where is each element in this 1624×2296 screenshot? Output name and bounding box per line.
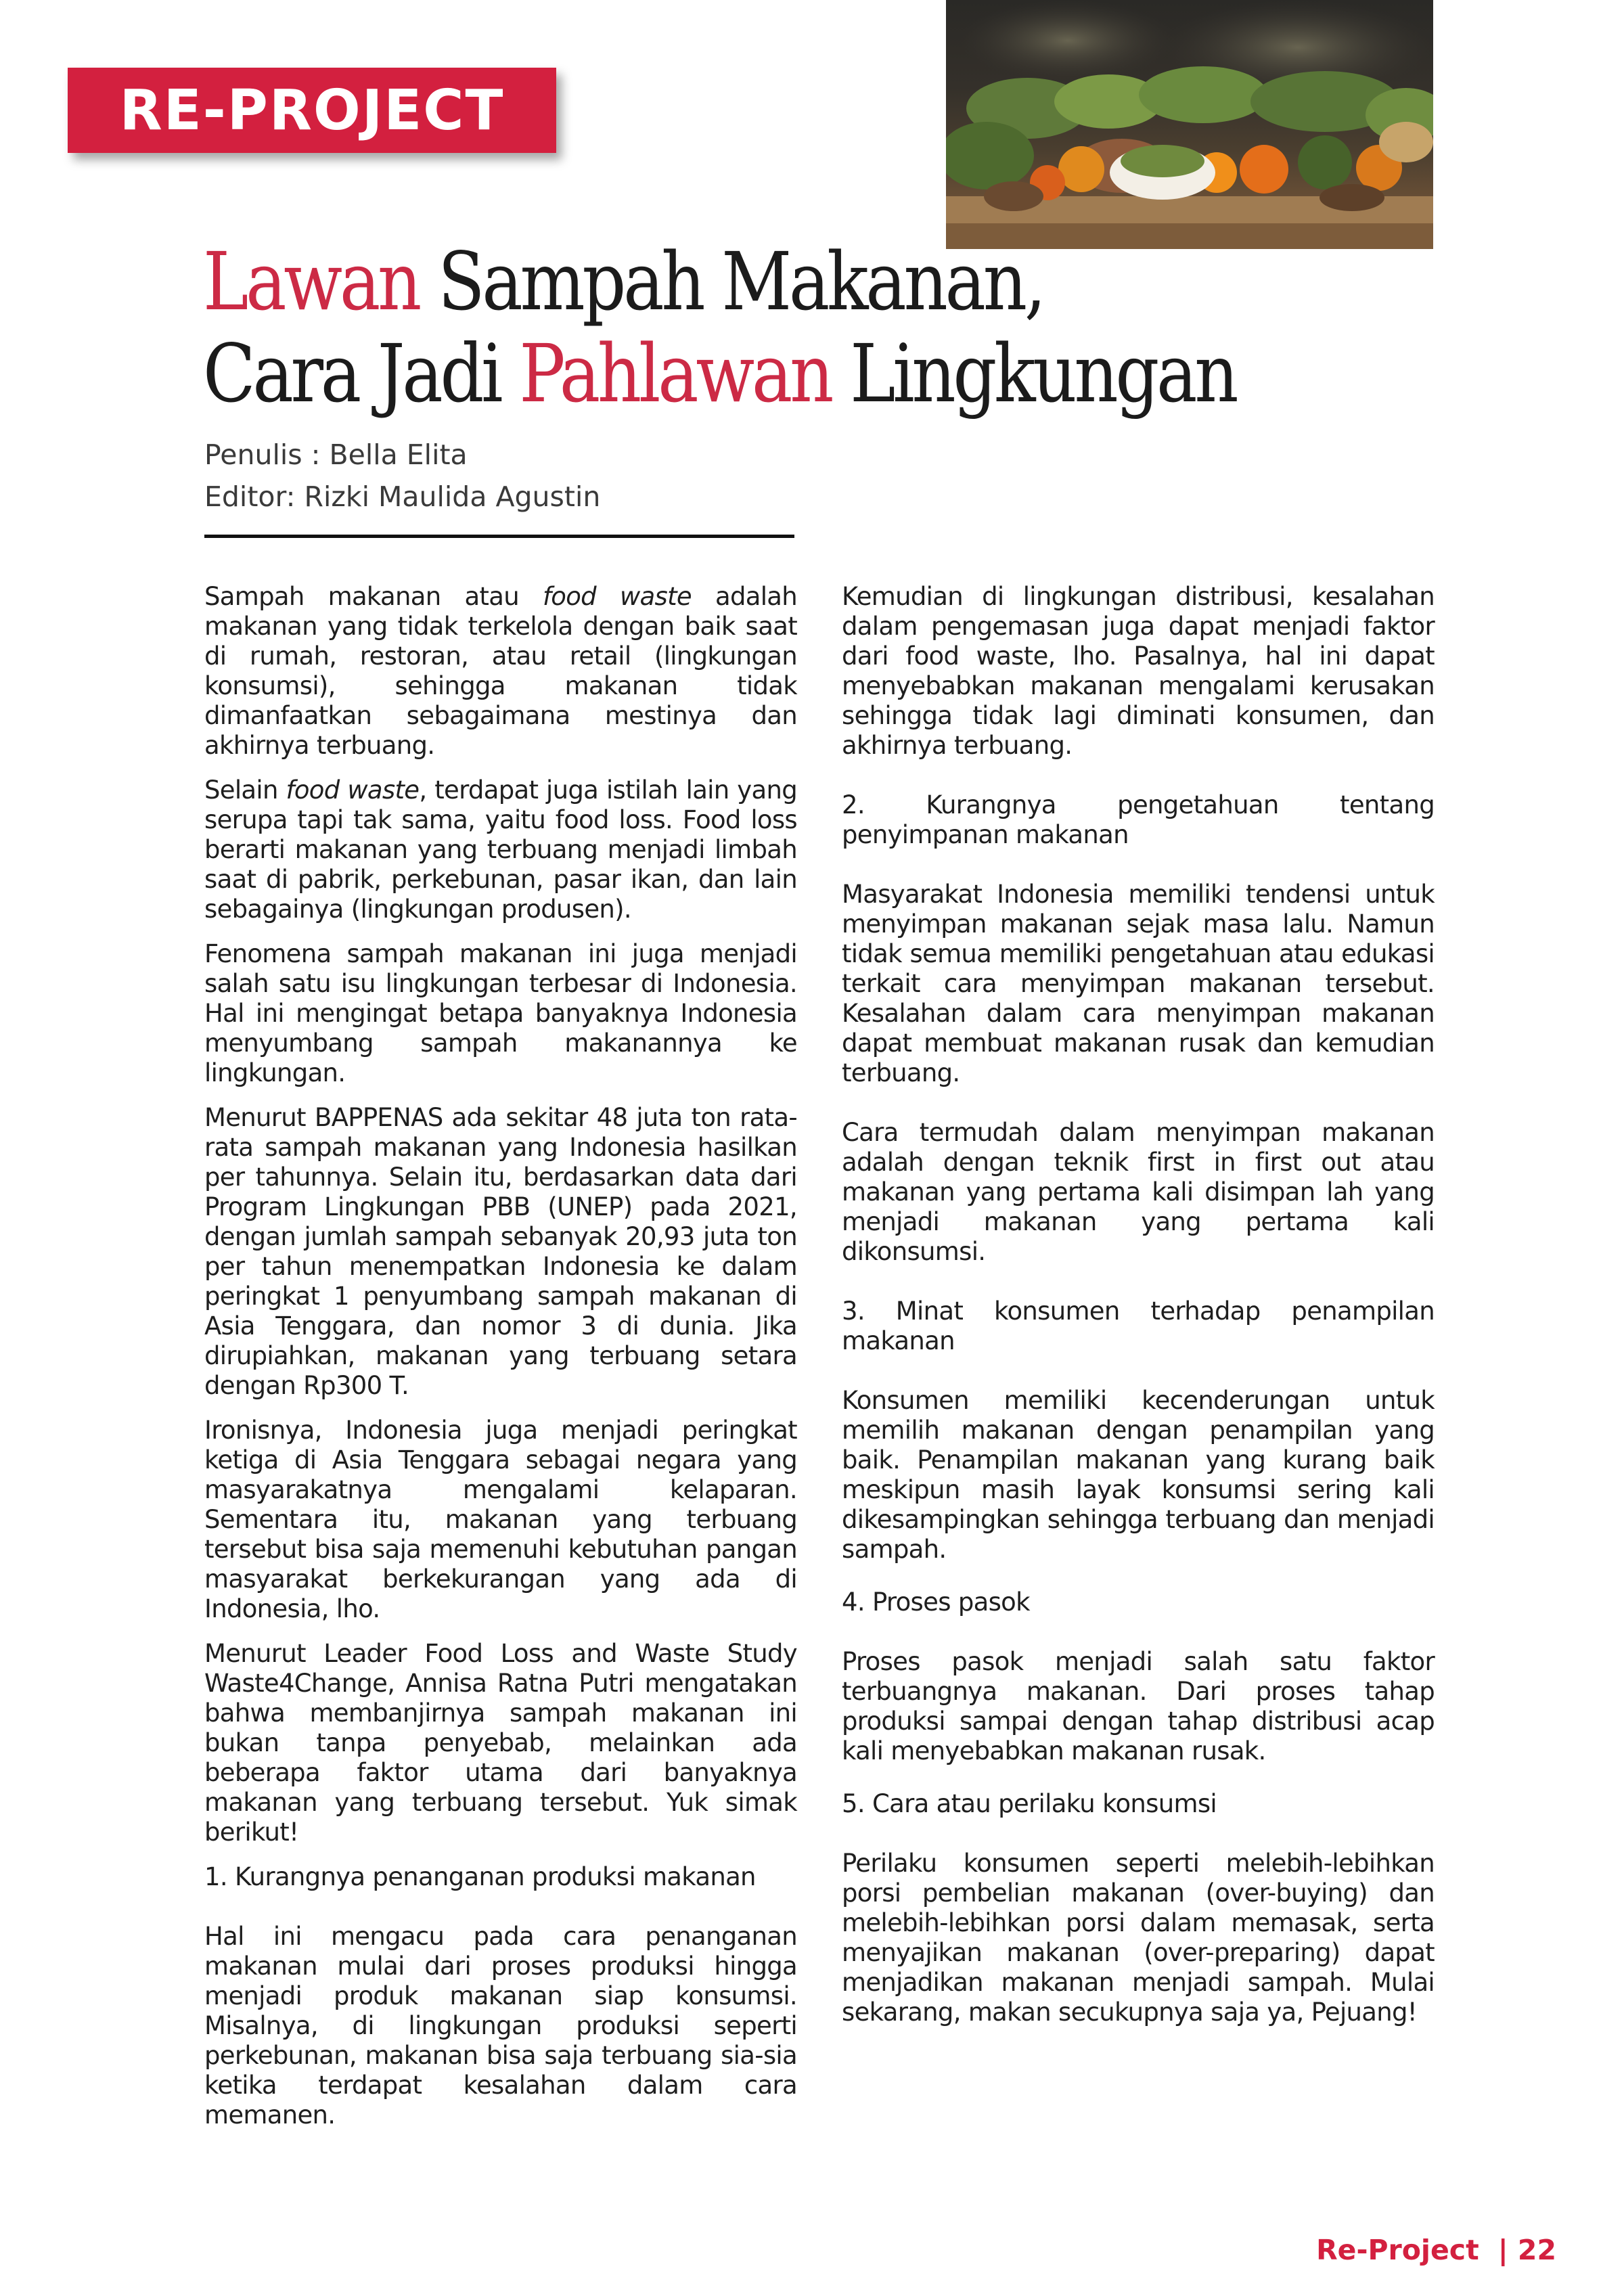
section-heading-1: 1. Kurangnya penanganan produksi makanan bbox=[204, 1862, 756, 1891]
page-number: | 22 bbox=[1497, 2234, 1556, 2266]
title-text-1: Sampah Makanan, bbox=[419, 235, 1043, 328]
italic-term: food waste bbox=[542, 582, 692, 611]
paragraph: Masyarakat Indonesia memiliki tendensi untuk menyimpan makanan sejak masa lalu. Namun tidak semua memiliki pengetahuan atau edukasi terkait cara menyimpan makanan tersebut. Kesalahan dalam cara menyimpan makanan dapat membuat makanan rusak dan kemudian terbuang. bbox=[842, 880, 1435, 1087]
paragraph: Hal ini mengacu pada cara penanganan makanan mulai dari proses produksi hingga menjadi produk makanan siap konsumsi. Misalnya, di lingkungan produksi seperti perkebunan, makanan bisa saja terbuang sia-sia ketika terdapat kesalahan dalam cara memanen. bbox=[204, 1922, 797, 2130]
text-run: adalah makanan yang tidak terkelola dengan baik saat di rumah, restoran, atau retail (lingkungan konsumsi), sehingga makanan tidak dimanfaatkan sebagaimana mestinya dan akhirnya terbuang. bbox=[204, 582, 798, 760]
food-photo bbox=[946, 0, 1433, 249]
text-run: Selain bbox=[204, 775, 286, 805]
paragraph: Perilaku konsumen seperti melebih-lebihkan porsi pembelian makanan (over-buying) dan melebih-lebihkan porsi dalam memasak, serta menyajikan makanan (over-preparing) dapat menjadikan makanan menjadi sampah. Mulai sekarang, makan secukupnya saja ya, Pejuang! bbox=[842, 1849, 1435, 2027]
section-badge-label: RE-PROJECT bbox=[119, 78, 505, 143]
paragraph: Menurut BAPPENAS ada sekitar 48 juta ton rata-rata sampah makanan yang Indonesia hasilkan per tahunnya. Selain itu, berdasarkan data dari Program Lingkungan PBB (UNEP) pada 2021, dengan jumlah sampah sebanyak 20,93 juta ton per tahun menempatkan Indonesia ke dalam peringkat 1 penyumbang sampah makanan di Asia Tenggara, dan nomor 3 di dunia. Jika dirupiahkan, makanan yang terbuang setara dengan Rp300 T. bbox=[204, 1103, 797, 1400]
title-text-2a: Cara Jadi bbox=[203, 327, 520, 420]
title-line-1 bbox=[203, 235, 1043, 328]
paragraph: Cara termudah dalam menyimpan makanan adalah dengan teknik first in first out atau makanan yang pertama kali disimpan lah yang menjadi makanan yang pertama kali dikonsumsi. bbox=[842, 1118, 1435, 1266]
section-badge bbox=[68, 68, 556, 153]
paragraph: Menurut Leader Food Loss and Waste Study Waste4Change, Annisa Ratna Putri mengatakan bahwa membanjirnya sampah makanan ini bukan tanpa penyebab, melainkan ada beberapa faktor utama dari banyaknya makanan yang terbuang tersebut. Yuk simak berikut! bbox=[204, 1639, 797, 1847]
paragraph: Proses pasok menjadi salah satu faktor terbuangnya makanan. Dari proses tahap produksi sampai dengan tahap distribusi acap kali menyebabkan makanan rusak. bbox=[842, 1647, 1435, 1765]
paragraph bbox=[204, 775, 797, 924]
title-text-2b: Lingkungan bbox=[831, 327, 1236, 420]
paragraph: Ironisnya, Indonesia juga menjadi peringkat ketiga di Asia Tenggara sebagai negara yang masyarakatnya mengalami kelaparan. Sementara itu, makanan yang terbuang tersebut bisa saja memenuhi kebutuhan pangan masyarakat berkekurangan yang ada di Indonesia, lho. bbox=[204, 1416, 797, 1623]
writer-credit: Penulis : Bella Elita bbox=[204, 438, 468, 471]
title-highlight-pahlawan: Pahlawan bbox=[519, 327, 832, 420]
text-run: Sampah makanan atau bbox=[204, 582, 543, 611]
article-title bbox=[203, 235, 1236, 420]
section-heading-4: 4. Proses pasok bbox=[842, 1588, 1030, 1617]
title-highlight-lawan: Lawan bbox=[203, 235, 420, 328]
text-run: , terdapat juga istilah lain yang serupa tapi tak sama, yaitu food loss. Food loss berarti makanan yang terbuang menjadi limbah saat di pabrik, perkebunan, pasar ikan, dan lain sebagainya (lingkungan produsen). bbox=[204, 775, 798, 924]
section-heading-5: 5. Cara atau perilaku konsumsi bbox=[842, 1789, 1217, 1818]
section-heading-3: 3. Minat konsumen terhadap penampilan makanan bbox=[842, 1297, 1435, 1355]
title-divider bbox=[204, 535, 794, 538]
paragraph: Fenomena sampah makanan ini juga menjadi salah satu isu lingkungan terbesar di Indonesia. Hal ini mengingat betapa banyaknya Indonesia menyumbang sampah makanannya ke lingkungan. bbox=[204, 939, 797, 1087]
footer-brand: Re-Project bbox=[1316, 2234, 1479, 2266]
right-column bbox=[842, 582, 1435, 2042]
title-line-2 bbox=[203, 327, 1236, 420]
editor-credit: Editor: Rizki Maulida Agustin bbox=[204, 480, 601, 513]
page-footer bbox=[1286, 2234, 1556, 2266]
left-column bbox=[204, 582, 797, 2145]
paragraph bbox=[204, 582, 797, 761]
paragraph: Kemudian di lingkungan distribusi, kesalahan dalam pengemasan juga dapat menjadi faktor dari food waste, lho. Pasalnya, hal ini dapat menyebabkan makanan mengalami kerusakan sehingga tidak lagi diminati konsumen, dan akhirnya terbuang. bbox=[842, 582, 1435, 760]
paragraph: Konsumen memiliki kecenderungan untuk memilih makanan dengan penampilan yang baik. Penampilan makanan yang kurang baik meskipun masih layak konsumsi sering kali dikesampingkan sehingga terbuang dan menjadi sampah. bbox=[842, 1386, 1435, 1564]
food-photo-icon bbox=[946, 0, 1433, 249]
italic-term: food waste bbox=[286, 775, 420, 805]
section-heading-2: 2. Kurangnya pengetahuan tentang penyimpanan makanan bbox=[842, 790, 1435, 849]
